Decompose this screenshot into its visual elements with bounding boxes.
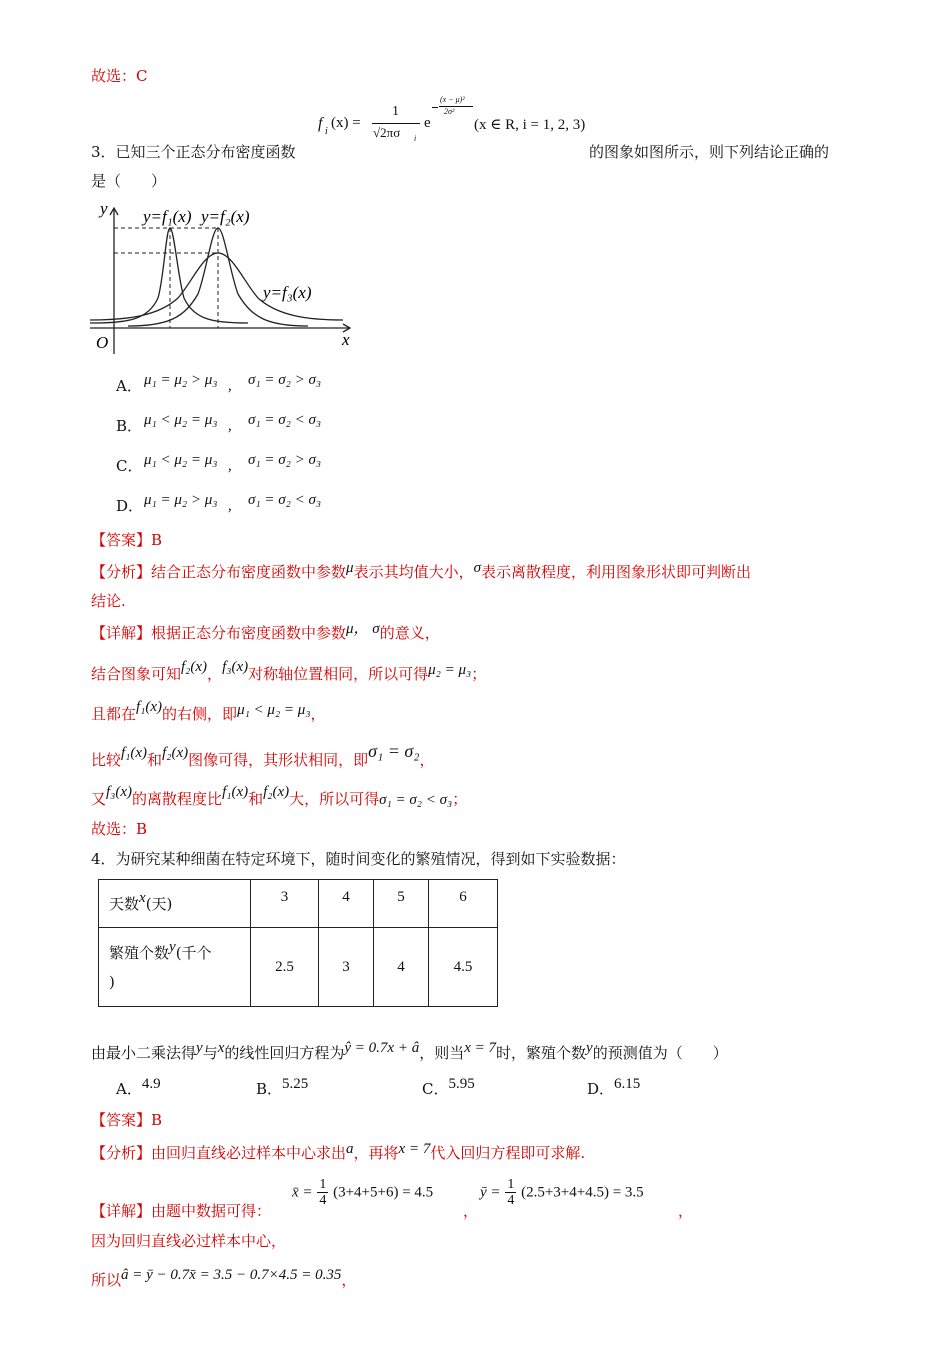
- table-row: [99, 880, 498, 928]
- q4-stem-2: 由最小二乘法得y与x的线性回归方程为ŷ = 0.7x + â，则当x = 7时，繁殖个数y的预测值为（ ）: [91, 1040, 728, 1062]
- table-cell: 6: [429, 880, 498, 928]
- q3-detail-2: 结合图象可知f₂(x)，f₃(x)对称轴位置相同，所以可得μ₂ = μ₃；: [91, 659, 487, 683]
- q3-stem-line2: 是（ ）: [91, 172, 167, 190]
- q4-option-c[interactable]: C．5.95: [422, 1076, 475, 1098]
- q4-detail-1: 【详解】由题中数据可得：: [91, 1202, 272, 1220]
- comma: ，: [463, 1202, 479, 1220]
- curve2-label: y=f₂(x): [201, 207, 250, 226]
- q3-option-c[interactable]: C． μ₁ < μ₂ = μ₃ , σ₁ = σ₂ > σ₃: [116, 452, 322, 475]
- q3-detail-3: 且都在f₁(x)的右侧，即μ₁ < μ₂ = μ₃，: [91, 699, 326, 723]
- table-row-label: 天数x(天): [99, 880, 251, 928]
- q3-option-b[interactable]: B． μ₁ < μ₂ = μ₃ , σ₁ = σ₂ < σ₃: [116, 412, 322, 435]
- q3-detail-5: 又f₃(x)的离散程度比f₁(x)和f₂(x)大，所以可得σ₁ = σ₂ < σ₃；: [91, 784, 468, 808]
- q3-answer: 【答案】B: [91, 531, 163, 549]
- q4-stem: 4．为研究某种细菌在特定环境下，随时间变化的繁殖情况，得到如下实验数据：: [91, 850, 626, 868]
- q4-option-d[interactable]: D．6.15: [587, 1076, 641, 1098]
- table-cell: 3: [251, 880, 319, 928]
- prev-answer: 故选：C: [91, 67, 148, 85]
- q3-analysis-line2: 结论.: [91, 592, 126, 610]
- q4-detail-2: 因为回归直线必过样本中心，: [91, 1232, 287, 1250]
- q4-analysis: 【分析】由回归直线必过样本中心求出a，再将x = 7代入回归方程即可求解.: [91, 1141, 586, 1162]
- q3-stem: 3．已知三个正态分布密度函数: [91, 143, 296, 161]
- q3-final: 故选：B: [91, 820, 148, 838]
- xbar-formula: x̄ = $\frac{1}{4}$ (3+4+5+6) = 4.5: [292, 1177, 434, 1208]
- q4-detail-3: 所以â = ȳ − 0.7x̄ = 3.5 − 0.7×4.5 = 0.35，: [91, 1267, 357, 1289]
- curve3-label: y=f₃(x): [263, 283, 312, 302]
- table-cell: 4.5: [429, 928, 498, 1007]
- q3-analysis: 【分析】结合正态分布密度函数中参数μ表示其均值大小，σ表示离散程度，利用图象形状即可判断出: [91, 560, 751, 581]
- q3-density-formula: f i (x) = 1 √2πσ i e (x − μ)² 2σ² (x ∈ R, i = 1, 2, 3): [318, 95, 586, 143]
- origin-label: O: [96, 333, 109, 352]
- q4-data-table: [98, 879, 498, 1007]
- q3-option-d[interactable]: D． μ₁ = μ₂ > μ₃ , σ₁ = σ₂ < σ₃: [116, 492, 322, 515]
- y-axis-label: y: [100, 199, 108, 218]
- table-row-label: 繁殖个数y(千个 ): [99, 928, 251, 1007]
- x-axis-label: x: [342, 330, 350, 349]
- q4-option-a[interactable]: A．4.9: [116, 1076, 161, 1098]
- q4-option-b[interactable]: B．5.25: [256, 1076, 309, 1098]
- normal-curves-graph: [88, 198, 358, 358]
- table-cell: 4: [319, 880, 374, 928]
- table-cell: 3: [319, 928, 374, 1007]
- curve1-label: y=f₁(x): [143, 207, 192, 226]
- q3-detail-1: 【详解】根据正态分布密度函数中参数μ， σ的意义，: [91, 621, 440, 642]
- table-cell: 4: [374, 928, 429, 1007]
- table-cell: 5: [374, 880, 429, 928]
- table-cell: 2.5: [251, 928, 319, 1007]
- table-row: [99, 928, 498, 1007]
- comma: ，: [678, 1202, 694, 1220]
- q3-detail-4: 比较f₁(x)和f₂(x)图像可得，其形状相同，即σ₁ = σ₂，: [91, 741, 435, 769]
- ybar-formula: ȳ = $\frac{1}{4}$ (2.5+3+4+4.5) = 3.5: [480, 1177, 644, 1208]
- q4-answer: 【答案】B: [91, 1111, 163, 1129]
- q3-stem-cont: 的图象如图所示，则下列结论正确的: [589, 143, 830, 161]
- q3-option-a[interactable]: A． μ₁ = μ₂ > μ₃ , σ₁ = σ₂ > σ₃: [116, 372, 322, 395]
